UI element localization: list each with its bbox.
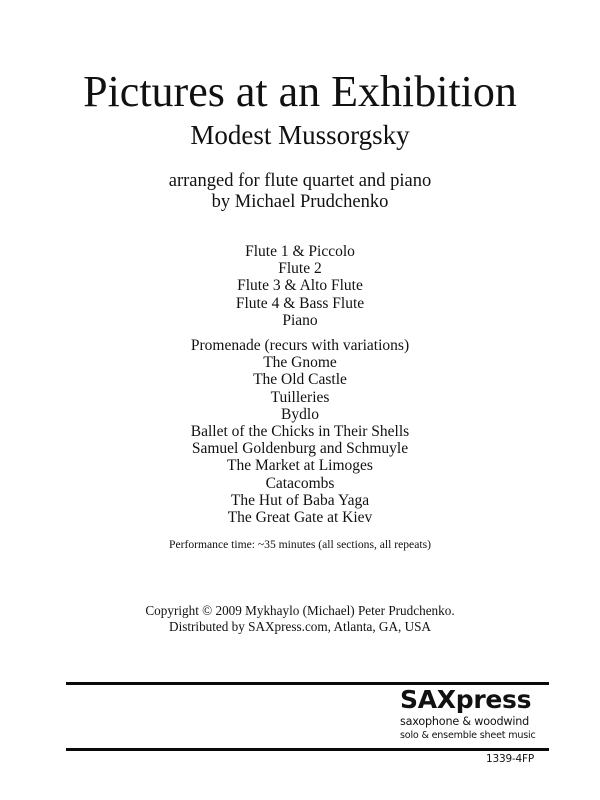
movement-item: The Great Gate at Kiev	[227, 509, 373, 527]
arranged-for-text: arranged for flute quartet and piano	[168, 171, 432, 191]
bottom-divider	[66, 748, 549, 751]
movement-item: Tuilleries	[270, 388, 330, 406]
publisher-logo	[400, 686, 550, 742]
publisher-tagline: saxophone & woodwind	[400, 715, 530, 728]
instrument-item: Flute 4 & Bass Flute	[235, 294, 365, 312]
arrangement-credit	[0, 171, 600, 213]
instrument-item: Flute 2	[278, 260, 322, 278]
movement-item: Samuel Goldenburg and Schmuyle	[191, 440, 409, 458]
performance-time: Performance time: ~35 minutes (all sections, all repeats)	[169, 538, 431, 551]
instrument-item: Flute 3 & Alto Flute	[237, 277, 363, 295]
page-title: Pictures at an Exhibition	[83, 67, 517, 116]
movement-item: The Old Castle	[253, 371, 347, 389]
instrument-list	[0, 243, 600, 329]
instrument-item: Piano	[282, 311, 318, 329]
arranger-name: by Michael Prudchenko	[211, 192, 389, 212]
movement-list	[0, 337, 600, 526]
movement-item: Bydlo	[281, 405, 319, 423]
movement-item: Catacombs	[265, 474, 335, 492]
movement-item: Promenade (recurs with variations)	[190, 337, 410, 354]
movement-item: The Gnome	[263, 354, 337, 372]
publisher-subtagline: solo & ensemble sheet music	[400, 730, 536, 741]
distributor-line: Distributed by SAXpress.com, Atlanta, GA, USA	[169, 619, 431, 634]
catalog-code: 1339-4FP	[486, 753, 534, 765]
instrument-item: Flute 1 & Piccolo	[245, 243, 355, 260]
copyright-notice	[0, 603, 600, 635]
movement-item: Ballet of the Chicks in Their Shells	[190, 423, 410, 441]
movement-item: The Hut of Baba Yaga	[230, 491, 370, 509]
copyright-line: Copyright © 2009 Mykhaylo (Michael) Peter Prudchenko.	[145, 603, 455, 618]
movement-item: The Market at Limoges	[227, 457, 373, 475]
composer-name: Modest Mussorgsky	[190, 120, 410, 150]
publisher-name: SAXpress	[400, 685, 532, 714]
